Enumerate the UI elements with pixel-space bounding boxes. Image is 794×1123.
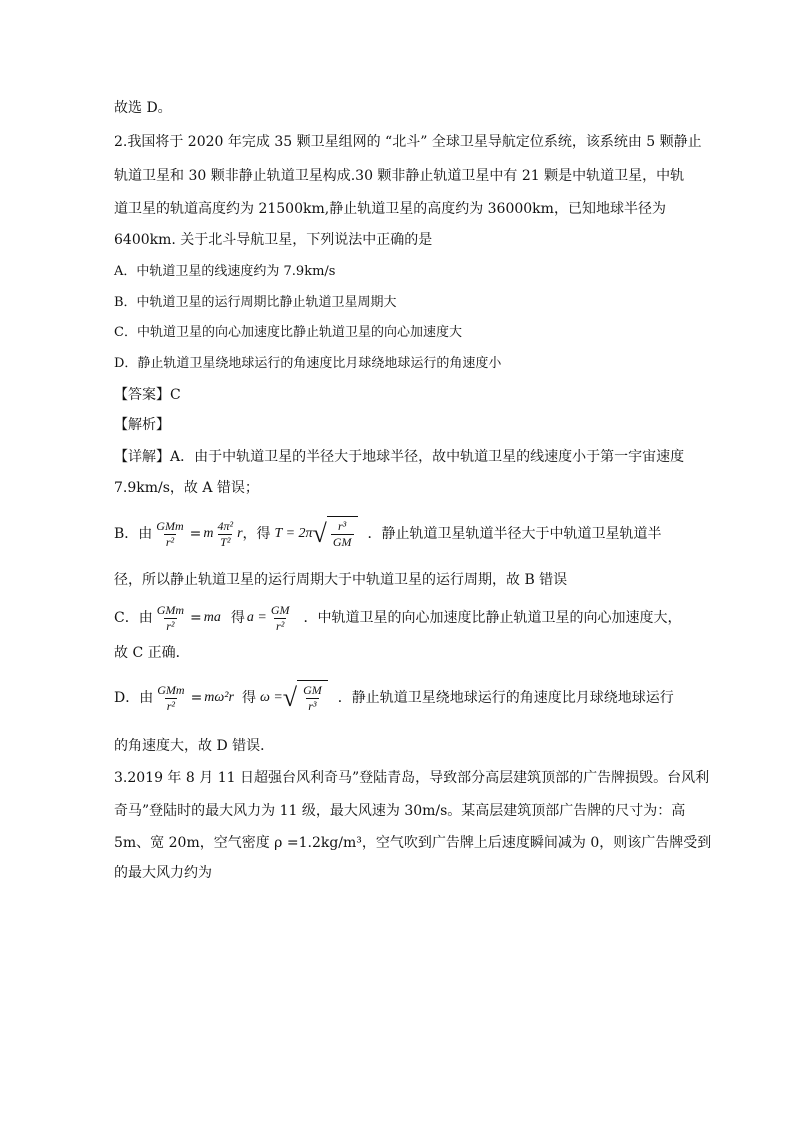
detail-line-2: 7.9km/s，故 A 错误； xyxy=(114,480,259,496)
question-2-line-3: 道卫星的轨道高度约为 21500km,静止轨道卫星的高度约为 36000km，已知地球半径为 xyxy=(114,201,666,217)
question-3-line-1: 3.2019 年 8 月 11 日超强台风利奇马”登陆青岛，导致部分高层建筑顶部的广告牌损毁。台风利 xyxy=(114,770,710,786)
option-b: B．中轨道卫星的运行周期比静止轨道卫星周期大 xyxy=(114,295,397,310)
question-2-line-4: 6400km. 关于北斗导航卫星，下列说法中正确的是 xyxy=(114,232,433,248)
option-d: D．静止轨道卫星绕地球运行的角速度比月球绕地球运行的角速度小 xyxy=(114,356,502,371)
d-mid: 得 xyxy=(241,690,256,706)
fraction-gm-r2: $\frac{GM}{\text{r²}}$ xyxy=(270,602,290,633)
question-3-line-4: 的最大风力约为 xyxy=(114,865,212,881)
detail-b-continued: 径，所以静止轨道卫星的运行周期大于中轨道卫星的运行周期，故 B 错误 xyxy=(114,572,568,588)
detail-c-line: C．由 $\frac{\text{GMm}}{\text{r²}}$ = ma 得 a = $\frac{GM}{\text{r²}}$ ．中轨道卫星的向心加速度比静止轨道卫星的向心加速度大， xyxy=(114,602,682,633)
c-mid: 得 xyxy=(230,610,245,626)
sqrt-period: √ $\frac{\text{r³}}{GM}$ xyxy=(313,516,358,552)
answer-value: C xyxy=(170,387,181,403)
detail-d-line: D．由 $\frac{\text{GMm}}{\text{r²}}$ = mω²r 得 ω = √ $\frac{GM}{\text{r³}}$ ．静止轨道卫星绕地球运行的角速度比月球绕地球运行 xyxy=(114,674,674,722)
c-prefix: C．由 xyxy=(114,610,153,626)
question-3-line-2: 奇马”登陆时的最大风力为 11 级，最大风速为 30m/s。某高层建筑顶部广告牌的尺寸为：高 xyxy=(114,803,686,819)
question-3-line-3: 5m、宽 20m，空气密度 ρ =1.2kg/m³，空气吹到广告牌上后速度瞬间减为 0，则该广告牌受到 xyxy=(114,835,712,851)
analysis-label: 【解析】 xyxy=(114,417,170,433)
option-a: A．中轨道卫星的线速度约为 7.9km/s xyxy=(114,264,336,279)
b-suffix: ．静止轨道卫星轨道半径大于中轨道卫星轨道半 xyxy=(367,526,662,542)
fraction-4pi2-t2: $\frac{\text{4π²}}{\text{T²}}$ xyxy=(217,518,234,549)
question-2-line-2: 轨道卫星和 30 颗非静止轨道卫星构成.30 颗非静止轨道卫星中有 21 颗是中轨道卫星，中轨 xyxy=(114,168,685,184)
question-2-line-1: 2.我国将于 2020 年完成 35 颗卫星组网的 “北斗” 全球卫星导航定位系统，该系统由 5 颗静止 xyxy=(114,134,702,150)
fraction-gmm-r2-d: $\frac{\text{GMm}}{\text{r²}}$ xyxy=(157,682,185,713)
fraction-gmm-r2: $\frac{\text{GMm}}{\text{r²}}$ xyxy=(156,518,184,549)
b-mid: ，得 xyxy=(242,526,271,542)
c-suffix: ．中轨道卫星的向心加速度比静止轨道卫星的向心加速度大， xyxy=(303,610,682,626)
d-prefix: D．由 xyxy=(114,690,154,706)
detail-d-continued: 的角速度大，故 D 错误． xyxy=(114,738,275,754)
d-suffix: ．静止轨道卫星绕地球运行的角速度比月球绕地球运行 xyxy=(337,690,674,706)
b-prefix: B．由 xyxy=(114,526,153,542)
option-c: C．中轨道卫星的向心加速度比静止轨道卫星的向心加速度大 xyxy=(114,325,462,340)
detail-c-continued: 故 C 正确． xyxy=(114,645,190,661)
detail-b-line: B．由 $\frac{\text{GMm}}{\text{r²}}$ = m $\frac{\text{4π²}}{\text{T²}}$ r ，得 T = 2π √ $\frac{\text{r³}}{GM}$ ．静止轨道卫星轨道半径大于中轨道卫星轨道半 xyxy=(114,512,662,556)
answer-line xyxy=(114,385,181,405)
sqrt-angular-velocity: √ $\frac{GM}{\text{r³}}$ xyxy=(283,680,328,716)
line-conclusion: 故选 D。 xyxy=(114,100,172,116)
fraction-gmm-r2-c: $\frac{\text{GMm}}{\text{r²}}$ xyxy=(156,602,185,633)
answer-label: 【答案】 xyxy=(114,387,170,403)
detail-line-1: 【详解】A．由于中轨道卫星的半径大于地球半径，故中轨道卫星的线速度小于第一宇宙速度 xyxy=(114,449,685,465)
